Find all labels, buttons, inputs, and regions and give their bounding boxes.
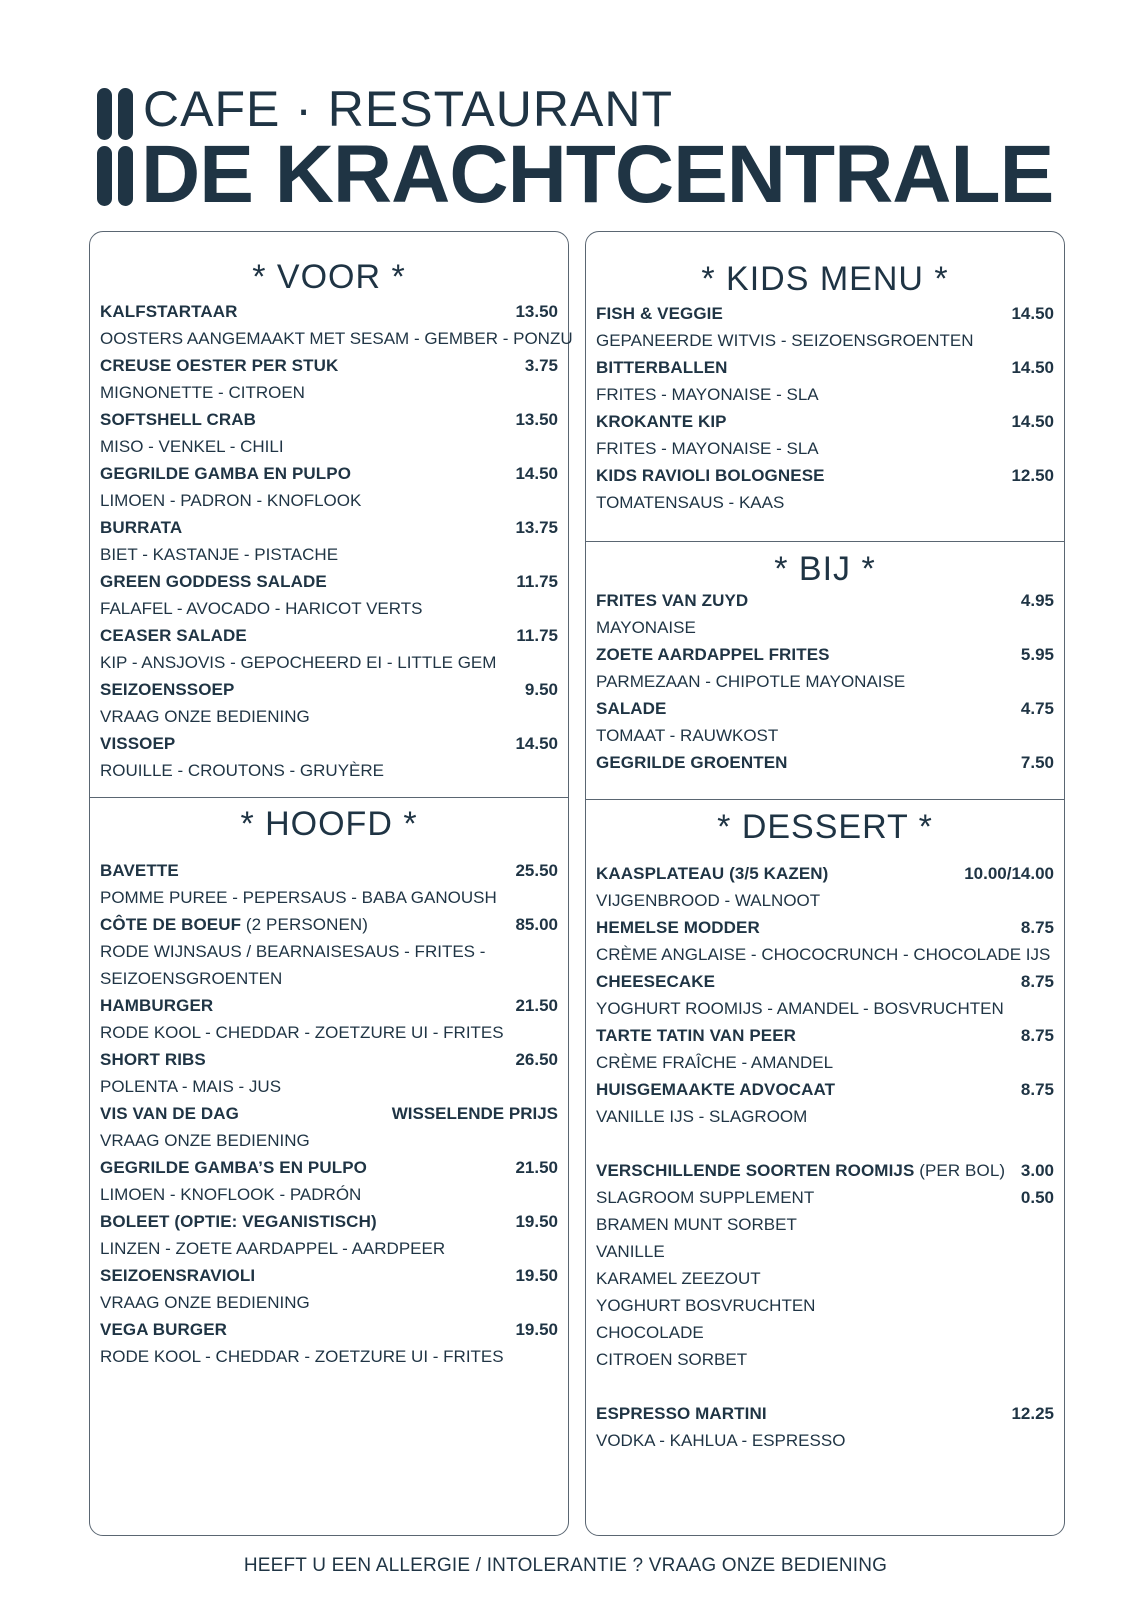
menu-item bbox=[100, 857, 558, 911]
menu-item-espresso-martini bbox=[596, 1400, 1054, 1454]
item-name: FISH & VEGGIE bbox=[596, 304, 723, 323]
menu-item bbox=[100, 1154, 558, 1208]
menu-item bbox=[100, 460, 558, 514]
menu-item bbox=[100, 298, 573, 352]
item-name: SEIZOENSSOEP bbox=[100, 680, 235, 699]
menu-item bbox=[596, 749, 1054, 776]
item-name: BURRATA bbox=[100, 518, 183, 537]
item-description: FRITES - MAYONAISE - SLA bbox=[596, 385, 819, 404]
item-name: TARTE TATIN VAN PEER bbox=[596, 1026, 797, 1045]
menu-item bbox=[596, 354, 1054, 408]
flavor-item: BRAMEN MUNT SORBET bbox=[596, 1215, 797, 1234]
menu-item bbox=[596, 1022, 1054, 1076]
supplement-label: SLAGROOM SUPPLEMENT bbox=[596, 1188, 815, 1207]
logo-icon bbox=[97, 88, 133, 206]
item-price: 12.25 bbox=[1011, 1404, 1054, 1423]
item-name: KROKANTE KIP bbox=[596, 412, 727, 431]
item-name: KAASPLATEAU (3/5 KAZEN) bbox=[596, 864, 829, 883]
item-price: 11.75 bbox=[516, 626, 558, 645]
item-description: CRÈME ANGLAISE - CHOCOCRUNCH - CHOCOLADE IJS bbox=[596, 945, 1051, 964]
section-divider bbox=[586, 541, 1064, 542]
item-name: VEGA BURGER bbox=[100, 1320, 228, 1339]
item-name: CREUSE OESTER PER STUK bbox=[100, 356, 339, 375]
item-description: YOGHURT ROOMIJS - AMANDEL - BOSVRUCHTEN bbox=[596, 999, 1004, 1018]
menu-item bbox=[100, 730, 558, 784]
menu-item bbox=[100, 911, 558, 992]
bij-items bbox=[596, 587, 1054, 776]
item-description: VRAAG ONZE BEDIENING bbox=[100, 1293, 310, 1312]
flavor-item: KARAMEL ZEEZOUT bbox=[596, 1269, 761, 1288]
item-description: FRITES - MAYONAISE - SLA bbox=[596, 439, 819, 458]
item-price: 4.75 bbox=[1020, 699, 1054, 718]
section-title-voor: * VOOR * bbox=[252, 258, 406, 296]
item-description: VRAAG ONZE BEDIENING bbox=[100, 707, 310, 726]
item-description: PARMEZAAN - CHIPOTLE MAYONAISE bbox=[596, 672, 906, 691]
item-price: 21.50 bbox=[515, 996, 558, 1015]
voor-section bbox=[100, 258, 573, 780]
item-name: HUISGEMAAKTE ADVOCAAT bbox=[596, 1080, 836, 1099]
menu-item bbox=[100, 1046, 558, 1100]
ice-cream-flavors bbox=[596, 1211, 1054, 1373]
item-description: KIP - ANSJOVIS - GEPOCHEERD EI - LITTLE GEM bbox=[100, 653, 497, 672]
item-description: OOSTERS AANGEMAAKT MET SESAM - GEMBER - PONZU bbox=[100, 329, 573, 348]
item-description: GEPANEERDE WITVIS - SEIZOENSGROENTEN bbox=[596, 331, 974, 350]
item-name: KALFSTARTAAR bbox=[100, 302, 238, 321]
flavor-item: CHOCOLADE bbox=[596, 1323, 704, 1342]
item-price: 25.50 bbox=[515, 861, 558, 880]
item-description: VIJGENBROOD - WALNOOT bbox=[596, 891, 821, 910]
item-description: RODE KOOL - CHEDDAR - ZOETZURE UI - FRITES bbox=[100, 1023, 504, 1042]
kids-items bbox=[596, 300, 1054, 516]
item-name: CÔTE DE BOEUF (2 PERSONEN) bbox=[100, 915, 369, 934]
item-name: HEMELSE MODDER bbox=[596, 918, 760, 937]
item-price: 5.95 bbox=[1020, 645, 1054, 664]
item-description: RODE KOOL - CHEDDAR - ZOETZURE UI - FRITES bbox=[100, 1347, 504, 1366]
item-price: 8.75 bbox=[1020, 1026, 1054, 1045]
item-price: 8.75 bbox=[1020, 1080, 1054, 1099]
menu-item bbox=[596, 695, 1054, 749]
bij-section bbox=[596, 550, 1054, 772]
menu-item bbox=[596, 300, 1054, 354]
restaurant-name: DE KRACHTCENTRALE bbox=[141, 129, 1054, 220]
section-title-bij: * BIJ * bbox=[774, 550, 876, 588]
menu-item bbox=[100, 406, 558, 460]
menu-item bbox=[596, 1076, 1054, 1130]
item-description: LINZEN - ZOETE AARDAPPEL - AARDPEER bbox=[100, 1239, 446, 1258]
menu-item bbox=[596, 587, 1054, 641]
section-title-dessert: * DESSERT * bbox=[717, 808, 933, 846]
menu-item bbox=[100, 352, 558, 406]
menu-item bbox=[100, 992, 558, 1046]
menu-item bbox=[596, 641, 1054, 695]
restaurant-subtitle: CAFE · RESTAURANT bbox=[143, 81, 673, 137]
item-name: VISSOEP bbox=[100, 734, 176, 753]
item-price: 7.50 bbox=[1020, 753, 1054, 772]
item-description: VANILLE IJS - SLAGROOM bbox=[596, 1107, 808, 1126]
item-description: RODE WIJNSAUS / BEARNAISESAUS - FRITES - bbox=[100, 942, 486, 961]
menu-item bbox=[596, 968, 1054, 1022]
menu-item bbox=[100, 1316, 558, 1370]
item-name: BAVETTE bbox=[100, 861, 179, 880]
allergy-notice: HEEFT U EEN ALLERGIE / INTOLERANTIE ? VRAAG ONZE BEDIENING bbox=[243, 1555, 888, 1576]
menu-item-roomijs bbox=[596, 1157, 1054, 1373]
item-price: 26.50 bbox=[515, 1050, 558, 1069]
item-name: ESPRESSO MARTINI bbox=[596, 1404, 767, 1423]
item-price: 4.95 bbox=[1020, 591, 1054, 610]
item-price: 3.75 bbox=[524, 356, 558, 375]
menu-item bbox=[100, 568, 558, 622]
item-name: KIDS RAVIOLI BOLOGNESE bbox=[596, 466, 825, 485]
item-price: 14.50 bbox=[515, 464, 558, 483]
dessert-items bbox=[596, 860, 1054, 1454]
kids-section bbox=[596, 260, 1054, 512]
item-price: 3.00 bbox=[1020, 1161, 1054, 1180]
left-menu-panel bbox=[89, 231, 573, 1536]
item-description: ROUILLE - CROUTONS - GRUYÈRE bbox=[100, 761, 385, 780]
menu-item bbox=[100, 1208, 558, 1262]
item-price: 8.75 bbox=[1020, 918, 1054, 937]
item-description: BIET - KASTANJE - PISTACHE bbox=[100, 545, 339, 564]
item-name: SHORT RIBS bbox=[100, 1050, 206, 1069]
menu-item bbox=[596, 914, 1054, 968]
item-description: LIMOEN - KNOFLOOK - PADRÓN bbox=[100, 1185, 362, 1204]
item-name: SALADE bbox=[596, 699, 667, 718]
item-name: CEASER SALADE bbox=[100, 626, 247, 645]
item-price: 19.50 bbox=[515, 1212, 558, 1231]
menu-item bbox=[100, 1100, 558, 1154]
item-price: 19.50 bbox=[515, 1266, 558, 1285]
item-name: BITTERBALLEN bbox=[596, 358, 728, 377]
flavor-item: CITROEN SORBET bbox=[596, 1350, 748, 1369]
item-name: HAMBURGER bbox=[100, 996, 214, 1015]
item-price: WISSELENDE PRIJS bbox=[391, 1104, 558, 1123]
item-description: POLENTA - MAIS - JUS bbox=[100, 1077, 282, 1096]
item-name: BOLEET (OPTIE: VEGANISTISCH) bbox=[100, 1212, 377, 1231]
item-name: GEGRILDE GAMBA EN PULPO bbox=[100, 464, 352, 483]
item-price: 8.75 bbox=[1020, 972, 1054, 991]
menu-item bbox=[100, 622, 558, 676]
menu-item bbox=[100, 676, 558, 730]
section-title-hoofd: * HOOFD * bbox=[240, 805, 418, 843]
item-price: 13.50 bbox=[515, 410, 558, 429]
voor-items bbox=[100, 298, 573, 784]
flavor-item: VANILLE bbox=[596, 1242, 665, 1261]
item-name: VIS VAN DE DAG bbox=[100, 1104, 239, 1123]
item-price: 13.75 bbox=[515, 518, 558, 537]
supplement-price: 0.50 bbox=[1020, 1188, 1054, 1207]
flavor-item: YOGHURT BOSVRUCHTEN bbox=[596, 1296, 816, 1315]
item-description: TOMAAT - RAUWKOST bbox=[596, 726, 779, 745]
item-price: 85.00 bbox=[515, 915, 558, 934]
section-divider bbox=[586, 799, 1064, 800]
item-price: 19.50 bbox=[515, 1320, 558, 1339]
hoofd-section bbox=[100, 805, 558, 1366]
item-price: 10.00/14.00 bbox=[964, 864, 1054, 883]
menu-item bbox=[596, 462, 1054, 516]
item-name: GEGRILDE GROENTEN bbox=[596, 753, 788, 772]
item-description: MIGNONETTE - CITROEN bbox=[100, 383, 305, 402]
item-name: VERSCHILLENDE SOORTEN ROOMIJS (PER BOL) bbox=[596, 1161, 1006, 1180]
menu-item bbox=[100, 514, 558, 568]
item-description: POMME PUREE - PEPERSAUS - BABA GANOUSH bbox=[100, 888, 497, 907]
item-description: VRAAG ONZE BEDIENING bbox=[100, 1131, 310, 1150]
item-description: LIMOEN - PADRON - KNOFLOOK bbox=[100, 491, 362, 510]
item-description: TOMATENSAUS - KAAS bbox=[596, 493, 785, 512]
item-price: 14.50 bbox=[515, 734, 558, 753]
item-name: SOFTSHELL CRAB bbox=[100, 410, 256, 429]
item-name: GEGRILDE GAMBA’S EN PULPO bbox=[100, 1158, 367, 1177]
hoofd-items bbox=[100, 857, 558, 1370]
restaurant-header bbox=[97, 81, 1057, 220]
item-name: GREEN GODDESS SALADE bbox=[100, 572, 327, 591]
item-name: SEIZOENSRAVIOLI bbox=[100, 1266, 256, 1285]
section-title-kids: * KIDS MENU * bbox=[701, 260, 949, 298]
item-description: CRÈME FRAÎCHE - AMANDEL bbox=[596, 1053, 834, 1072]
item-price: 21.50 bbox=[515, 1158, 558, 1177]
menu-item bbox=[596, 408, 1054, 462]
item-description: FALAFEL - AVOCADO - HARICOT VERTS bbox=[100, 599, 423, 618]
item-description: SEIZOENSGROENTEN bbox=[100, 969, 283, 988]
item-price: 14.50 bbox=[1011, 412, 1054, 431]
item-price: 11.75 bbox=[516, 572, 558, 591]
menu-item bbox=[596, 860, 1054, 914]
item-price: 9.50 bbox=[524, 680, 558, 699]
item-price: 14.50 bbox=[1011, 358, 1054, 377]
item-price: 13.50 bbox=[515, 302, 558, 321]
menu-item bbox=[100, 1262, 558, 1316]
item-description: VODKA - KAHLUA - ESPRESSO bbox=[596, 1431, 846, 1450]
item-price: 14.50 bbox=[1011, 304, 1054, 323]
item-name: CHEESECAKE bbox=[596, 972, 716, 991]
section-divider bbox=[90, 797, 568, 798]
item-price: 12.50 bbox=[1011, 466, 1054, 485]
item-description: MAYONAISE bbox=[596, 618, 696, 637]
item-description: MISO - VENKEL - CHILI bbox=[100, 437, 284, 456]
item-name: ZOETE AARDAPPEL FRITES bbox=[596, 645, 830, 664]
dessert-section bbox=[596, 808, 1054, 1450]
item-name: FRITES VAN ZUYD bbox=[596, 591, 749, 610]
right-menu-panel bbox=[585, 231, 1065, 1536]
